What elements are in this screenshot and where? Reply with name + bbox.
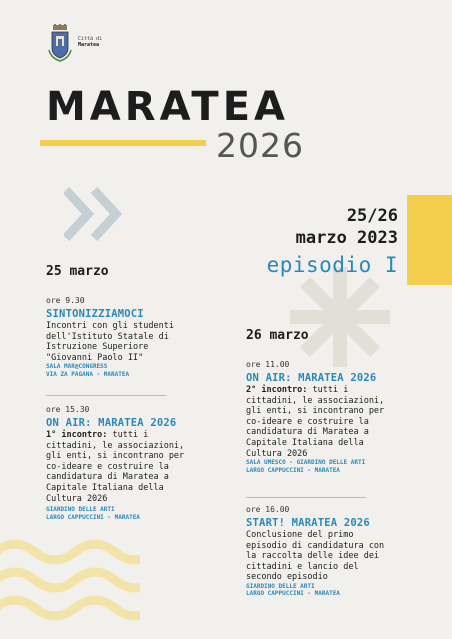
event-time: ore 11.00 — [246, 360, 290, 369]
event-description — [46, 430, 226, 504]
divider — [246, 497, 366, 498]
event-name: ON AIR: MARATEA 2026 — [246, 372, 377, 384]
event-description — [246, 385, 426, 459]
event-location: SALA MAR@CONGRESS VIA ZA PAGANA - MARATEA — [46, 363, 130, 378]
event-location: GIARDINO DELLE ARTI LARGO CAPPUCCINI - MARATEA — [246, 582, 340, 598]
yellow-accent-bar — [40, 140, 206, 146]
event-time: ore 15.30 — [46, 405, 90, 414]
day-2-title: 26 marzo — [246, 328, 309, 343]
day-1-title: 25 marzo — [46, 264, 109, 279]
event-dates — [252, 205, 398, 249]
event-description-text: tutti i cittadini, le associazioni, gli enti, si incontrano per co-ideare e costruire la candidatura di Maratea a Capitale Italiana della Cultura 2026 — [246, 385, 385, 459]
event-4 — [246, 505, 426, 598]
event-3 — [246, 360, 426, 474]
event-description: Incontri con gli studenti dell'Istituto Statale di Istruzione Superiore "Giovanni Paolo II" — [46, 321, 174, 363]
event-location: GIARDINO DELLE ARTI LARGO CAPPUCCINI - MARATEA — [46, 506, 140, 521]
asterisk-icon — [285, 262, 395, 372]
waves-decoration — [0, 530, 140, 630]
page-title: MARATEA — [46, 84, 289, 130]
title-year: 2026 — [216, 126, 304, 165]
event-2 — [46, 405, 226, 521]
event-description-text: tutti i cittadini, le associazioni, gli enti, si incontrano per co-ideare e costruire la candidatura di Maratea a Capitale Italiana della Cultura 2026 — [46, 430, 185, 504]
event-time: ore 16.00 — [246, 505, 290, 514]
coat-of-arms-icon — [47, 24, 73, 62]
divider — [46, 395, 166, 396]
event-1 — [46, 296, 224, 378]
event-name: SINTONIZZIAMOCI — [46, 308, 144, 320]
dates-line-2: marzo 2023 — [295, 228, 398, 248]
chevron-right-icon — [64, 186, 130, 242]
event-location: SALA UMESCO - GIARDINO DELLE ARTI LARGO CAPPUCCINI - MARATEA — [246, 459, 366, 474]
yellow-accent-block — [407, 195, 452, 285]
city-name: Maratea — [78, 42, 100, 48]
event-time: ore 9.30 — [46, 296, 85, 305]
city-prefix: Città di — [78, 36, 103, 42]
event-lead: 2° incontro: — [246, 385, 308, 395]
event-name: ON AIR: MARATEA 2026 — [46, 417, 177, 429]
event-lead: 1° incontro: — [46, 430, 108, 440]
event-name: START! MARATEA 2026 — [246, 517, 370, 529]
episode-label: episodio I — [266, 253, 398, 277]
dates-line-1: 25/26 — [346, 206, 398, 226]
city-label — [78, 36, 102, 48]
event-description: Conclusione del primo episodio di candidatura con la raccolta delle idee dei cittadini e lancio del secondo episodio — [246, 530, 385, 583]
